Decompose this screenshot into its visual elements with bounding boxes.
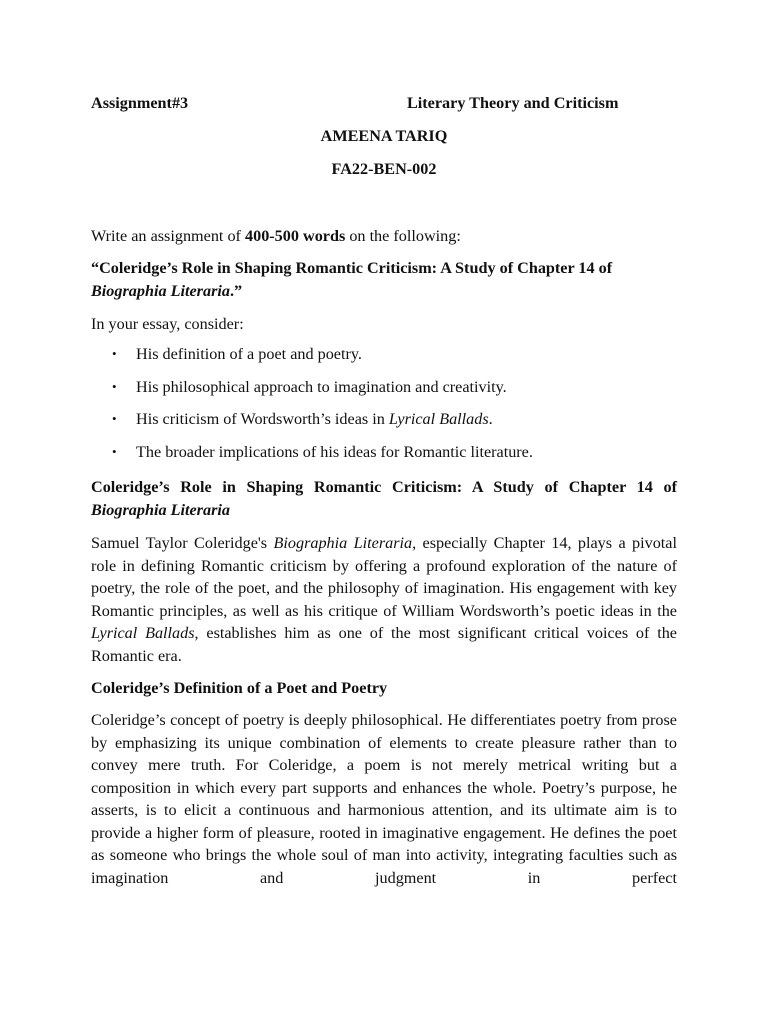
student-id: FA22-BEN-002 — [331, 160, 437, 178]
list-item — [91, 343, 677, 376]
bullet-icon: • — [112, 411, 117, 427]
essay-paragraph-intro — [91, 532, 677, 667]
list-item-italic: Lyrical Ballads — [388, 410, 489, 429]
list-item — [91, 408, 677, 441]
instruction-text-before: Write an assignment of — [91, 227, 245, 245]
course-title: Literary Theory and Criticism — [407, 94, 619, 112]
paragraph-book-title: Lyrical Ballads — [91, 624, 195, 642]
instruction-word-count: 400-500 words — [245, 227, 346, 245]
paragraph-text: , especially Chapter 14, plays a pivotal role in defining Romantic criticism by offering a profound exploration of the nature of poetry, the role of the poet, and the philosophy of imagination. His engagement with key Romantic principles, as well as his critique of William Wordsworth’s poetic ideas in the — [91, 534, 677, 620]
list-item-after: . — [488, 410, 493, 429]
bullet-icon: • — [112, 444, 117, 460]
list-item-text: His philosophical approach to imagination and creativity. — [136, 377, 507, 396]
essay-title-book: Biographia Literaria — [91, 500, 230, 519]
essay-title — [91, 476, 677, 521]
assignment-topic — [91, 257, 677, 302]
topic-closing: .” — [229, 281, 243, 300]
assignment-instruction — [91, 225, 677, 248]
assignment-number: Assignment#3 — [91, 94, 189, 112]
bullet-icon: • — [112, 346, 117, 361]
topic-text: “Coleridge’s Role in Shaping Romantic Criticism: A Study of Chapter 14 of — [91, 259, 613, 277]
student-name: AMEENA TARIQ — [320, 127, 448, 145]
paragraph-text: Samuel Taylor Coleridge's — [91, 534, 274, 552]
essay-title-text: Coleridge’s Role in Shaping Romantic Criticism: A Study of Chapter 14 of — [91, 478, 677, 496]
paragraph-book-title: Biographia Literaria — [273, 534, 413, 552]
list-item-text: His definition of a poet and poetry. — [136, 345, 362, 363]
paragraph-text: , establishes him as one of the most significant critical voices of the Romantic era. — [91, 624, 677, 665]
list-item-text: The broader implications of his ideas for Romantic literature. — [136, 443, 533, 462]
list-item — [91, 376, 677, 409]
bullet-icon: • — [112, 378, 117, 394]
list-item — [91, 441, 677, 474]
topic-book-title: Biographia Literaria — [91, 281, 230, 300]
list-item-text: His criticism of Wordsworth’s ideas in — [136, 410, 389, 429]
section-heading: Coleridge’s Definition of a Poet and Poetry — [91, 679, 388, 697]
consider-label: In your essay, consider: — [91, 315, 244, 333]
essay-paragraph-definition: Coleridge’s concept of poetry is deeply philosophical. He differentiates poetry from prose by emphasizing its unique combination of elements to create pleasure rather than to convey mere truth. For Coleridge, a poem is not merely metrical writing but a composition in which every part supports and enhances the whole. Poetry’s purpose, he asserts, is to elicit a continuous and harmonious attention, and its ultimate aim is to provide a higher form of pleasure, rooted in imaginative engagement. He defines the poet as someone who brings the whole soul of man into activity, integrating faculties such as imagination and judgment in perfect — [91, 711, 677, 887]
header-row — [91, 94, 677, 116]
consider-list — [91, 343, 677, 474]
document-page — [91, 0, 677, 1024]
instruction-text-after: on the following: — [345, 227, 461, 245]
